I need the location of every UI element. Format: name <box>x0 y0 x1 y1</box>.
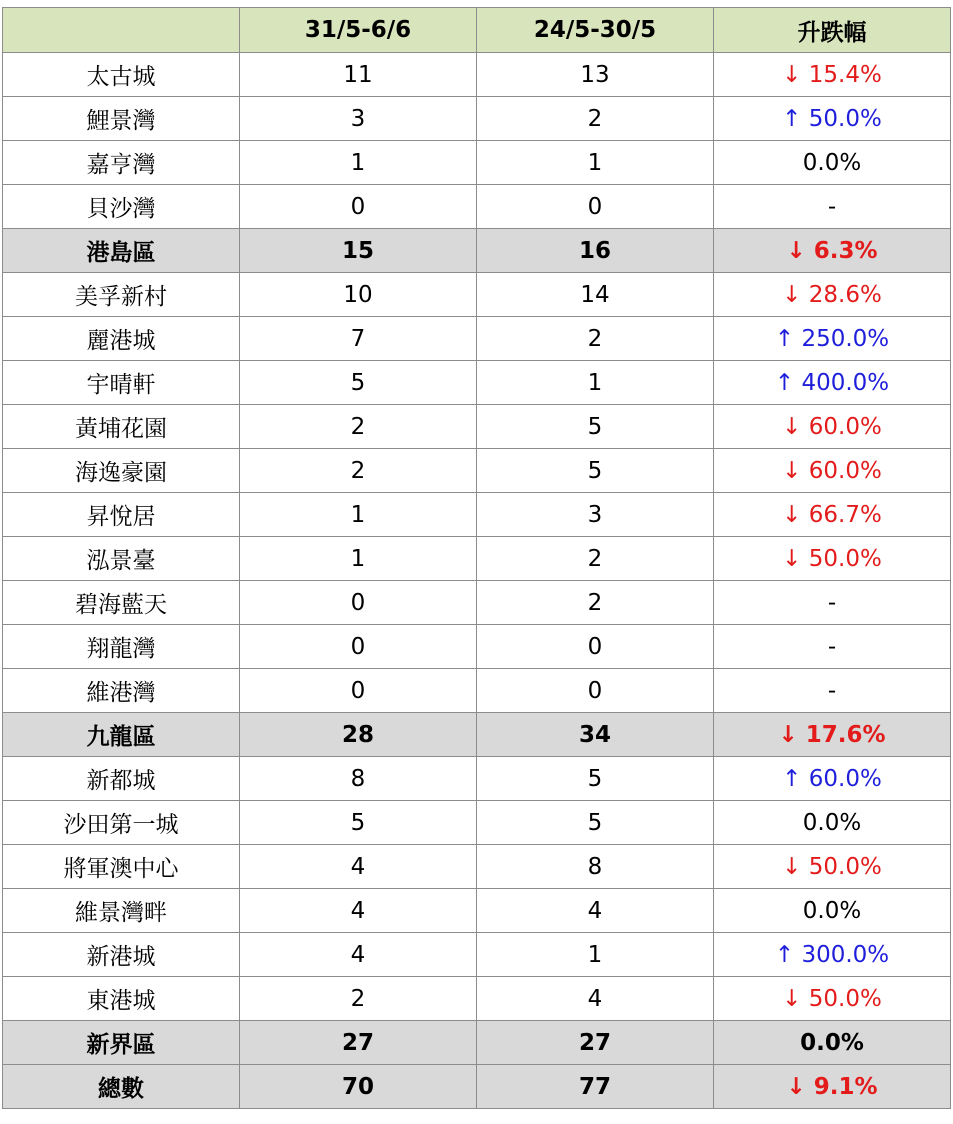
table-row <box>3 317 951 361</box>
week-current-cell: 5 <box>240 801 477 845</box>
week-current-cell: 28 <box>240 713 477 757</box>
change-cell: ↑ 50.0% <box>714 97 951 141</box>
table-row <box>3 273 951 317</box>
change-cell: 0.0% <box>714 889 951 933</box>
week-current-cell: 7 <box>240 317 477 361</box>
week-current-cell: 10 <box>240 273 477 317</box>
week-previous-cell: 16 <box>477 229 714 273</box>
week-previous-cell: 1 <box>477 141 714 185</box>
estate-name-cell: 新界區 <box>3 1021 240 1065</box>
table-row <box>3 537 951 581</box>
change-cell: ↓ 60.0% <box>714 405 951 449</box>
subtotal-row <box>3 1065 951 1109</box>
week-current-cell: 5 <box>240 361 477 405</box>
table-row <box>3 757 951 801</box>
week-previous-cell: 2 <box>477 97 714 141</box>
table-row <box>3 977 951 1021</box>
week-previous-cell: 0 <box>477 625 714 669</box>
week-current-cell: 4 <box>240 933 477 977</box>
estate-name-cell: 港島區 <box>3 229 240 273</box>
estate-name-cell: 貝沙灣 <box>3 185 240 229</box>
estate-name-cell: 將軍澳中心 <box>3 845 240 889</box>
week-previous-cell: 0 <box>477 185 714 229</box>
estate-name-cell: 總數 <box>3 1065 240 1109</box>
week-previous-cell: 1 <box>477 361 714 405</box>
header-change: 升跌幅 <box>714 8 951 53</box>
week-current-cell: 4 <box>240 889 477 933</box>
subtotal-row <box>3 229 951 273</box>
change-cell: ↓ 50.0% <box>714 977 951 1021</box>
week-current-cell: 4 <box>240 845 477 889</box>
week-current-cell: 15 <box>240 229 477 273</box>
subtotal-row <box>3 713 951 757</box>
change-cell: ↑ 60.0% <box>714 757 951 801</box>
week-current-cell: 1 <box>240 493 477 537</box>
week-previous-cell: 3 <box>477 493 714 537</box>
estate-name-cell: 新港城 <box>3 933 240 977</box>
week-current-cell: 1 <box>240 537 477 581</box>
subtotal-row <box>3 1021 951 1065</box>
estate-name-cell: 宇晴軒 <box>3 361 240 405</box>
estate-name-cell: 九龍區 <box>3 713 240 757</box>
week-current-cell: 3 <box>240 97 477 141</box>
estate-name-cell: 嘉亨灣 <box>3 141 240 185</box>
week-previous-cell: 5 <box>477 757 714 801</box>
week-current-cell: 0 <box>240 185 477 229</box>
table-row <box>3 449 951 493</box>
change-cell: ↓ 50.0% <box>714 537 951 581</box>
estate-name-cell: 麗港城 <box>3 317 240 361</box>
week-previous-cell: 2 <box>477 537 714 581</box>
week-previous-cell: 5 <box>477 801 714 845</box>
table-row <box>3 669 951 713</box>
table-row <box>3 933 951 977</box>
table-row <box>3 801 951 845</box>
change-cell: ↑ 300.0% <box>714 933 951 977</box>
estate-name-cell: 沙田第一城 <box>3 801 240 845</box>
week-previous-cell: 8 <box>477 845 714 889</box>
estate-name-cell: 維景灣畔 <box>3 889 240 933</box>
table-row <box>3 185 951 229</box>
week-current-cell: 2 <box>240 405 477 449</box>
change-cell: - <box>714 581 951 625</box>
week-previous-cell: 2 <box>477 317 714 361</box>
table-row <box>3 889 951 933</box>
change-cell: ↓ 6.3% <box>714 229 951 273</box>
week-current-cell: 8 <box>240 757 477 801</box>
header-week-current: 31/5-6/6 <box>240 8 477 53</box>
week-current-cell: 2 <box>240 449 477 493</box>
week-current-cell: 11 <box>240 53 477 97</box>
week-previous-cell: 13 <box>477 53 714 97</box>
week-previous-cell: 77 <box>477 1065 714 1109</box>
table-row <box>3 581 951 625</box>
table-body <box>3 53 951 1109</box>
change-cell: - <box>714 625 951 669</box>
week-previous-cell: 5 <box>477 449 714 493</box>
table-row <box>3 141 951 185</box>
change-cell: - <box>714 185 951 229</box>
transactions-table <box>2 7 951 1109</box>
week-previous-cell: 34 <box>477 713 714 757</box>
week-previous-cell: 2 <box>477 581 714 625</box>
week-current-cell: 70 <box>240 1065 477 1109</box>
estate-name-cell: 鯉景灣 <box>3 97 240 141</box>
table-row <box>3 405 951 449</box>
week-previous-cell: 27 <box>477 1021 714 1065</box>
change-cell: - <box>714 669 951 713</box>
change-cell: ↓ 66.7% <box>714 493 951 537</box>
change-cell: ↓ 17.6% <box>714 713 951 757</box>
table-row <box>3 97 951 141</box>
estate-name-cell: 新都城 <box>3 757 240 801</box>
week-previous-cell: 5 <box>477 405 714 449</box>
change-cell: ↓ 60.0% <box>714 449 951 493</box>
table-row <box>3 361 951 405</box>
table-row <box>3 845 951 889</box>
change-cell: ↑ 400.0% <box>714 361 951 405</box>
week-current-cell: 2 <box>240 977 477 1021</box>
estate-name-cell: 海逸豪園 <box>3 449 240 493</box>
change-cell: 0.0% <box>714 141 951 185</box>
week-previous-cell: 14 <box>477 273 714 317</box>
estate-name-cell: 碧海藍天 <box>3 581 240 625</box>
week-current-cell: 27 <box>240 1021 477 1065</box>
week-previous-cell: 4 <box>477 977 714 1021</box>
change-cell: ↓ 28.6% <box>714 273 951 317</box>
change-cell: ↑ 250.0% <box>714 317 951 361</box>
week-previous-cell: 0 <box>477 669 714 713</box>
transactions-table-container <box>2 7 951 1109</box>
estate-name-cell: 昇悅居 <box>3 493 240 537</box>
estate-name-cell: 泓景臺 <box>3 537 240 581</box>
week-current-cell: 0 <box>240 581 477 625</box>
change-cell: 0.0% <box>714 1021 951 1065</box>
table-row <box>3 53 951 97</box>
week-current-cell: 0 <box>240 625 477 669</box>
estate-name-cell: 維港灣 <box>3 669 240 713</box>
estate-name-cell: 黃埔花園 <box>3 405 240 449</box>
change-cell: ↓ 9.1% <box>714 1065 951 1109</box>
table-row <box>3 493 951 537</box>
estate-name-cell: 美孚新村 <box>3 273 240 317</box>
estate-name-cell: 翔龍灣 <box>3 625 240 669</box>
change-cell: 0.0% <box>714 801 951 845</box>
header-estate <box>3 8 240 53</box>
week-current-cell: 1 <box>240 141 477 185</box>
estate-name-cell: 東港城 <box>3 977 240 1021</box>
table-row <box>3 625 951 669</box>
table-header-row <box>3 8 951 53</box>
header-week-previous: 24/5-30/5 <box>477 8 714 53</box>
week-current-cell: 0 <box>240 669 477 713</box>
week-previous-cell: 4 <box>477 889 714 933</box>
estate-name-cell: 太古城 <box>3 53 240 97</box>
week-previous-cell: 1 <box>477 933 714 977</box>
change-cell: ↓ 50.0% <box>714 845 951 889</box>
change-cell: ↓ 15.4% <box>714 53 951 97</box>
